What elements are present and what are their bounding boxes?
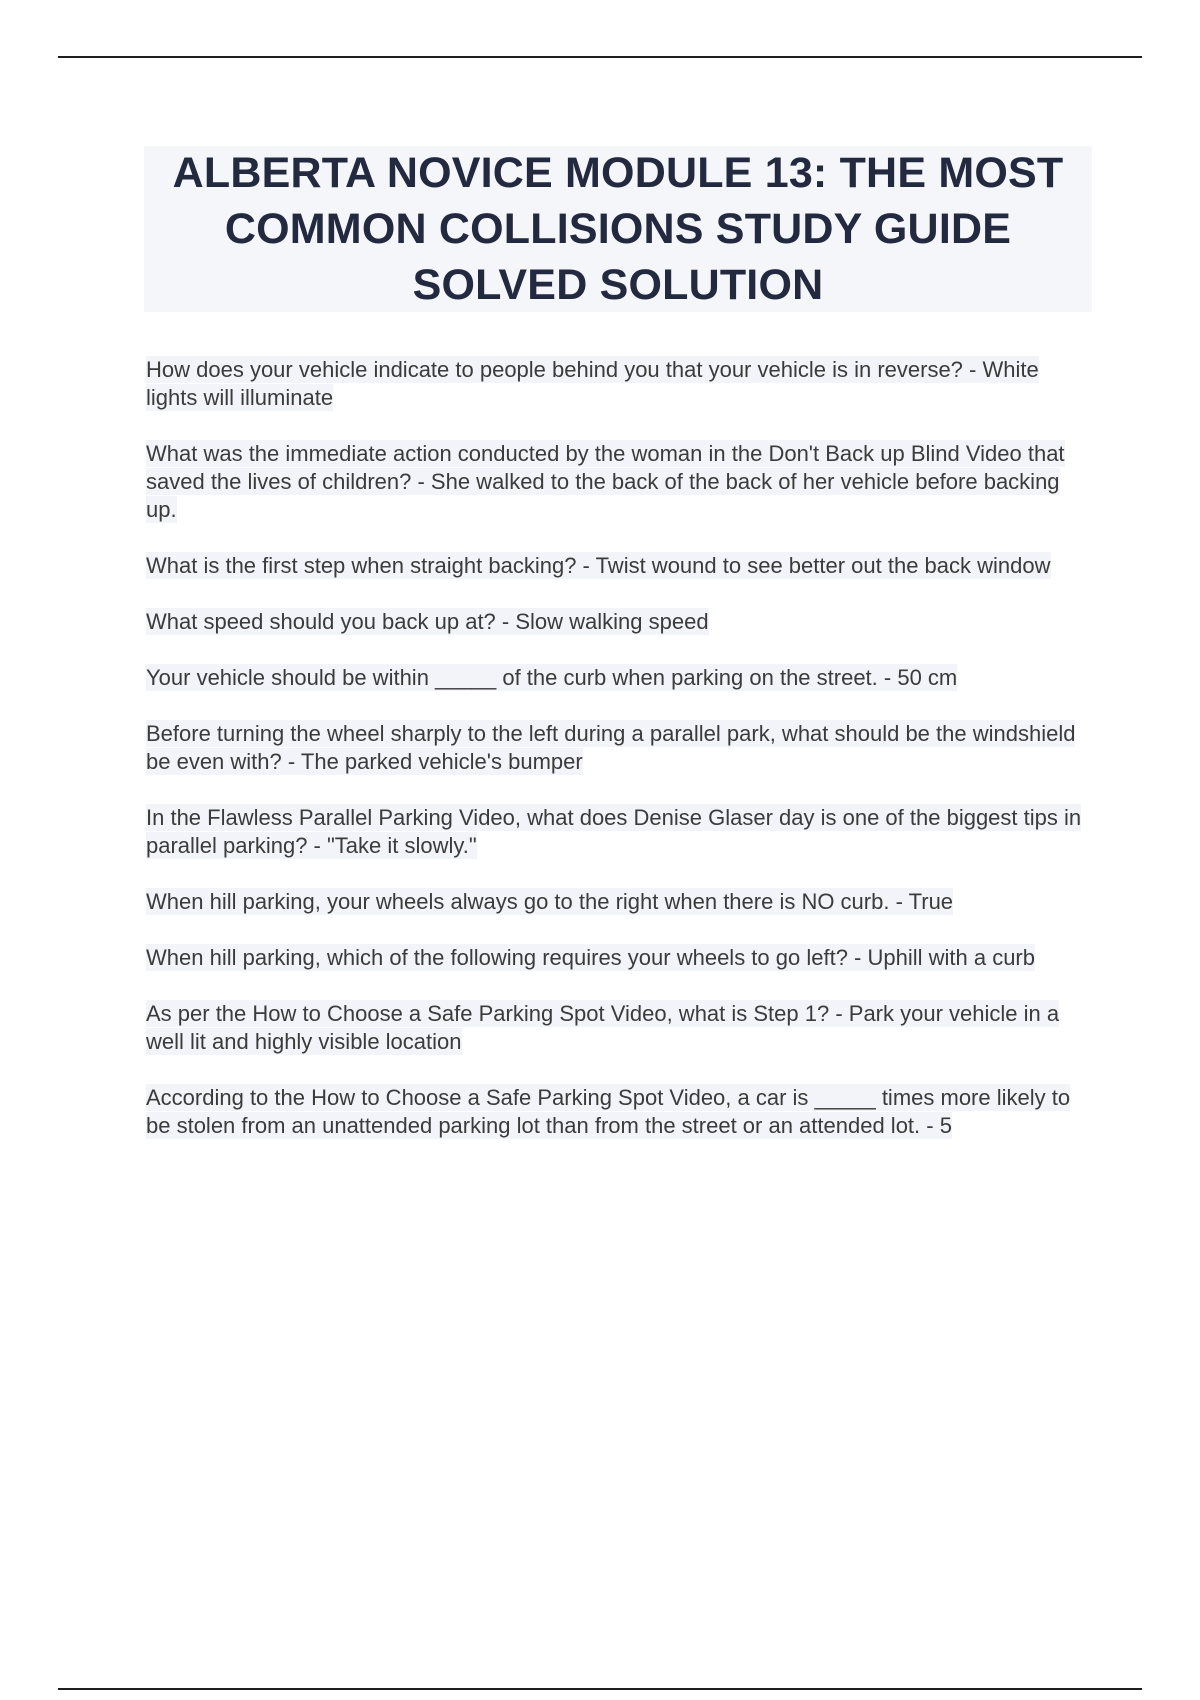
qa-item <box>146 440 1096 524</box>
qa-text: What is the first step when straight backing? - Twist wound to see better out the back window <box>146 553 1051 578</box>
qa-text: According to the How to Choose a Safe Parking Spot Video, a car is _____ times more likely to be stolen from an unattended parking lot than from the street or an attended lot. - 5 <box>146 1085 1071 1138</box>
qa-text: When hill parking, your wheels always go to the right when there is NO curb. - True <box>146 889 954 914</box>
qa-item <box>146 944 1096 972</box>
document-title: ALBERTA NOVICE MODULE 13: THE MOST COMMON COLLISIONS STUDY GUIDE SOLVED SOLUTION <box>172 149 1064 309</box>
qa-item <box>146 1084 1096 1140</box>
qa-item <box>146 804 1096 860</box>
qa-text: What was the immediate action conducted by the woman in the Don't Back up Blind Video that saved the lives of children? - She walked to the back of the back of her vehicle before backing up. <box>146 441 1065 522</box>
qa-item <box>146 888 1096 916</box>
qa-text: In the Flawless Parallel Parking Video, what does Denise Glaser day is one of the biggest tips in parallel parking? - "Take it slowly." <box>146 805 1082 858</box>
title-banner <box>144 146 1092 312</box>
qa-text: Your vehicle should be within _____ of the curb when parking on the street. - 50 cm <box>146 665 958 690</box>
qa-text: As per the How to Choose a Safe Parking Spot Video, what is Step 1? - Park your vehicle in a well lit and highly visible location <box>146 1001 1060 1054</box>
top-rule <box>58 56 1142 58</box>
qa-item <box>146 664 1096 692</box>
qa-text: How does your vehicle indicate to people behind you that your vehicle is in reverse? - White lights will illuminate <box>146 357 1039 410</box>
qa-item <box>146 356 1096 412</box>
qa-list <box>146 356 1096 1168</box>
qa-item <box>146 552 1096 580</box>
qa-text: What speed should you back up at? - Slow walking speed <box>146 609 709 634</box>
qa-text: Before turning the wheel sharply to the left during a parallel park, what should be the windshield be even with? - The parked vehicle's bumper <box>146 721 1076 774</box>
qa-text: When hill parking, which of the following requires your wheels to go left? - Uphill with a curb <box>146 945 1035 970</box>
qa-item <box>146 608 1096 636</box>
qa-item <box>146 720 1096 776</box>
qa-item <box>146 1000 1096 1056</box>
bottom-rule <box>58 1688 1142 1690</box>
